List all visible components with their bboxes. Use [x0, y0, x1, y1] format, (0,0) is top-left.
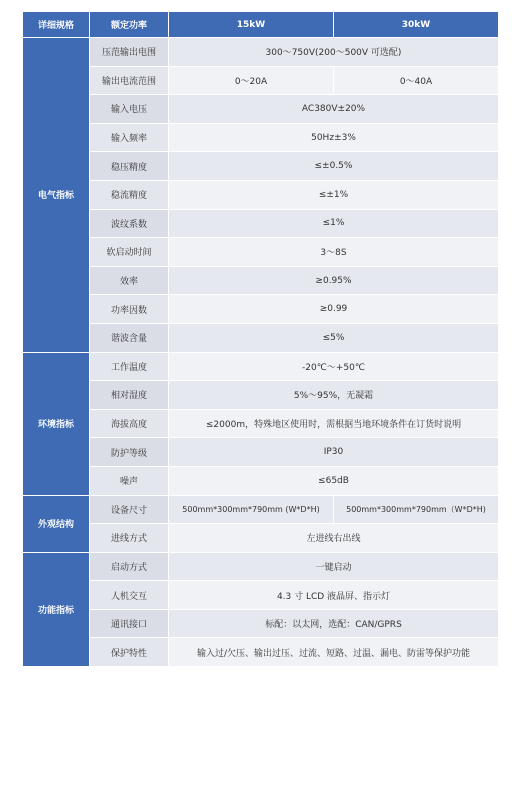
- group-function: 功能指标: [23, 552, 90, 666]
- row-value: AC380V±20%: [169, 95, 499, 124]
- row-value: 一键启动: [169, 552, 499, 581]
- row-label: 输入频率: [90, 123, 169, 152]
- table-row: [23, 295, 499, 324]
- row-value: ≥0.99: [169, 295, 499, 324]
- row-value: 左进线右出线: [169, 524, 499, 553]
- row-value: 3～8S: [169, 238, 499, 267]
- group-environment: 环境指标: [23, 352, 90, 495]
- row-value: 输入过/欠压、输出过压、过流、短路、过温、漏电、防雷等保护功能: [169, 638, 499, 667]
- header-detail-spec: 详细规格: [23, 12, 90, 38]
- table-row: [23, 609, 499, 638]
- table-row: [23, 123, 499, 152]
- row-label: 输入电压: [90, 95, 169, 124]
- row-label: 输出电流范围: [90, 66, 169, 95]
- spec-table: [22, 11, 499, 667]
- table-row: [23, 638, 499, 667]
- row-label: 稳压精度: [90, 152, 169, 181]
- table-row: [23, 552, 499, 581]
- row-value: ≥0.95%: [169, 266, 499, 295]
- row-value: 4.3 寸 LCD 液晶屏、指示灯: [169, 581, 499, 610]
- row-label: 压范输出电围: [90, 38, 169, 67]
- row-label: 保护特性: [90, 638, 169, 667]
- row-label: 人机交互: [90, 581, 169, 610]
- row-label: 启动方式: [90, 552, 169, 581]
- row-value: IP30: [169, 438, 499, 467]
- row-value-15kw: 500mm*300mm*790mm (W*D*H): [169, 495, 334, 524]
- header-rated-power: 额定功率: [90, 12, 169, 38]
- row-value: ≤5%: [169, 323, 499, 352]
- row-value: ≤65dB: [169, 466, 499, 495]
- group-structure: 外观结构: [23, 495, 90, 552]
- table-row: [23, 352, 499, 381]
- header-30kw: 30kW: [334, 12, 499, 38]
- table-row: [23, 323, 499, 352]
- row-label: 相对湿度: [90, 381, 169, 410]
- row-label: 防护等级: [90, 438, 169, 467]
- table-row: [23, 495, 499, 524]
- row-value-15kw: 0～20A: [169, 66, 334, 95]
- table-row: [23, 66, 499, 95]
- row-value: ≤±1%: [169, 180, 499, 209]
- row-label: 波纹系数: [90, 209, 169, 238]
- row-label: 效率: [90, 266, 169, 295]
- row-label: 软启动时间: [90, 238, 169, 267]
- table-row: [23, 209, 499, 238]
- row-label: 通讯接口: [90, 609, 169, 638]
- row-value: ≤1%: [169, 209, 499, 238]
- table-row: [23, 381, 499, 410]
- table-row: [23, 152, 499, 181]
- row-value: -20℃～+50℃: [169, 352, 499, 381]
- table-row: [23, 409, 499, 438]
- table-row: [23, 38, 499, 67]
- table-row: [23, 581, 499, 610]
- row-value: ≤±0.5%: [169, 152, 499, 181]
- row-label: 谐波含量: [90, 323, 169, 352]
- row-label: 海拔高度: [90, 409, 169, 438]
- row-label: 设备尺寸: [90, 495, 169, 524]
- table-header-row: [23, 12, 499, 38]
- row-value: 5%～95%，无凝霜: [169, 381, 499, 410]
- table-row: [23, 266, 499, 295]
- row-value: 标配：以太网，选配：CAN/GPRS: [169, 609, 499, 638]
- row-value: 50Hz±3%: [169, 123, 499, 152]
- group-electrical: 电气指标: [23, 38, 90, 353]
- row-label: 稳流精度: [90, 180, 169, 209]
- table-row: [23, 466, 499, 495]
- table-row: [23, 524, 499, 553]
- header-15kw: 15kW: [169, 12, 334, 38]
- row-label: 噪声: [90, 466, 169, 495]
- row-label: 工作温度: [90, 352, 169, 381]
- row-value-30kw: 500mm*300mm*790mm（W*D*H): [334, 495, 499, 524]
- row-value-30kw: 0～40A: [334, 66, 499, 95]
- row-value: ≤2000m，特殊地区使用时，需根据当地环境条件在订货时说明: [169, 409, 499, 438]
- row-label: 进线方式: [90, 524, 169, 553]
- row-value: 300～750V(200～500V 可选配): [169, 38, 499, 67]
- table-row: [23, 95, 499, 124]
- row-label: 功率因数: [90, 295, 169, 324]
- table-row: [23, 180, 499, 209]
- table-row: [23, 438, 499, 467]
- table-row: [23, 238, 499, 267]
